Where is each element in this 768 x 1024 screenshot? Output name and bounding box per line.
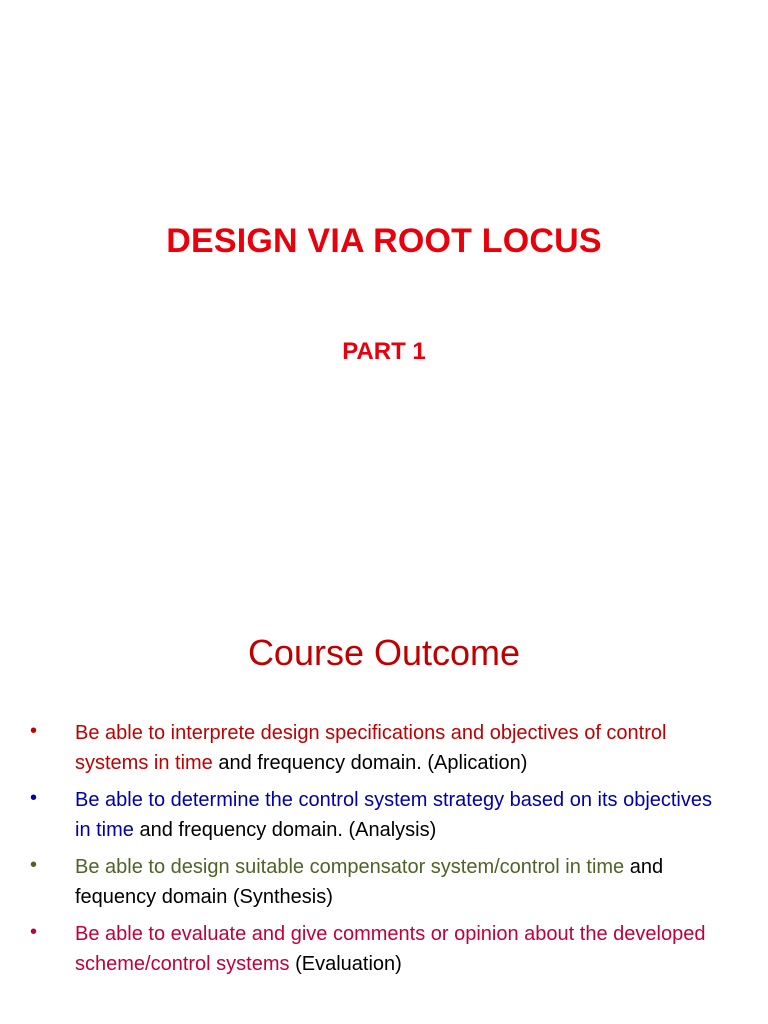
bullet-dot-icon: • (30, 787, 38, 809)
outcome-colored-text: Be able to determine the control system strategy based on its objectives in time (75, 789, 713, 841)
bullet-dot-icon: • (30, 854, 38, 876)
slide-title-main: DESIGN VIA ROOT LOCUS (166, 222, 602, 260)
bullet-dot-icon: • (30, 720, 38, 742)
slide-course-outcome (0, 512, 768, 1024)
outcome-plain-text: and fequency domain (Synthesis) (75, 856, 664, 908)
outcome-list (0, 718, 768, 986)
outcome-item-text (75, 789, 712, 841)
course-outcome-heading: Course Outcome (247, 632, 521, 673)
outcome-item-synthesis (0, 852, 768, 912)
outcome-colored-text: Be able to evaluate and give comments or opinion about the developed scheme/control systems (75, 923, 706, 975)
outcome-colored-text: Be able to design suitable compensator system/control in time (75, 856, 625, 878)
outcome-colored-text: Be able to interprete design specifications and objectives of control systems in time (75, 722, 667, 774)
outcome-item-application (0, 718, 768, 778)
outcome-item-text (75, 923, 705, 975)
outcome-plain-text: and frequency domain. (Analysis) (133, 819, 437, 841)
outcome-item-analysis (0, 785, 768, 845)
slide-subtitle: PART 1 (342, 338, 426, 365)
outcome-item-text (75, 856, 663, 908)
outcome-plain-text: and frequency domain. (Aplication) (212, 752, 528, 774)
bullet-dot-icon: • (30, 921, 38, 943)
outcome-item-text (75, 722, 666, 774)
outcome-item-evaluation (0, 919, 768, 979)
outcome-plain-text: (Evaluation) (289, 953, 402, 975)
